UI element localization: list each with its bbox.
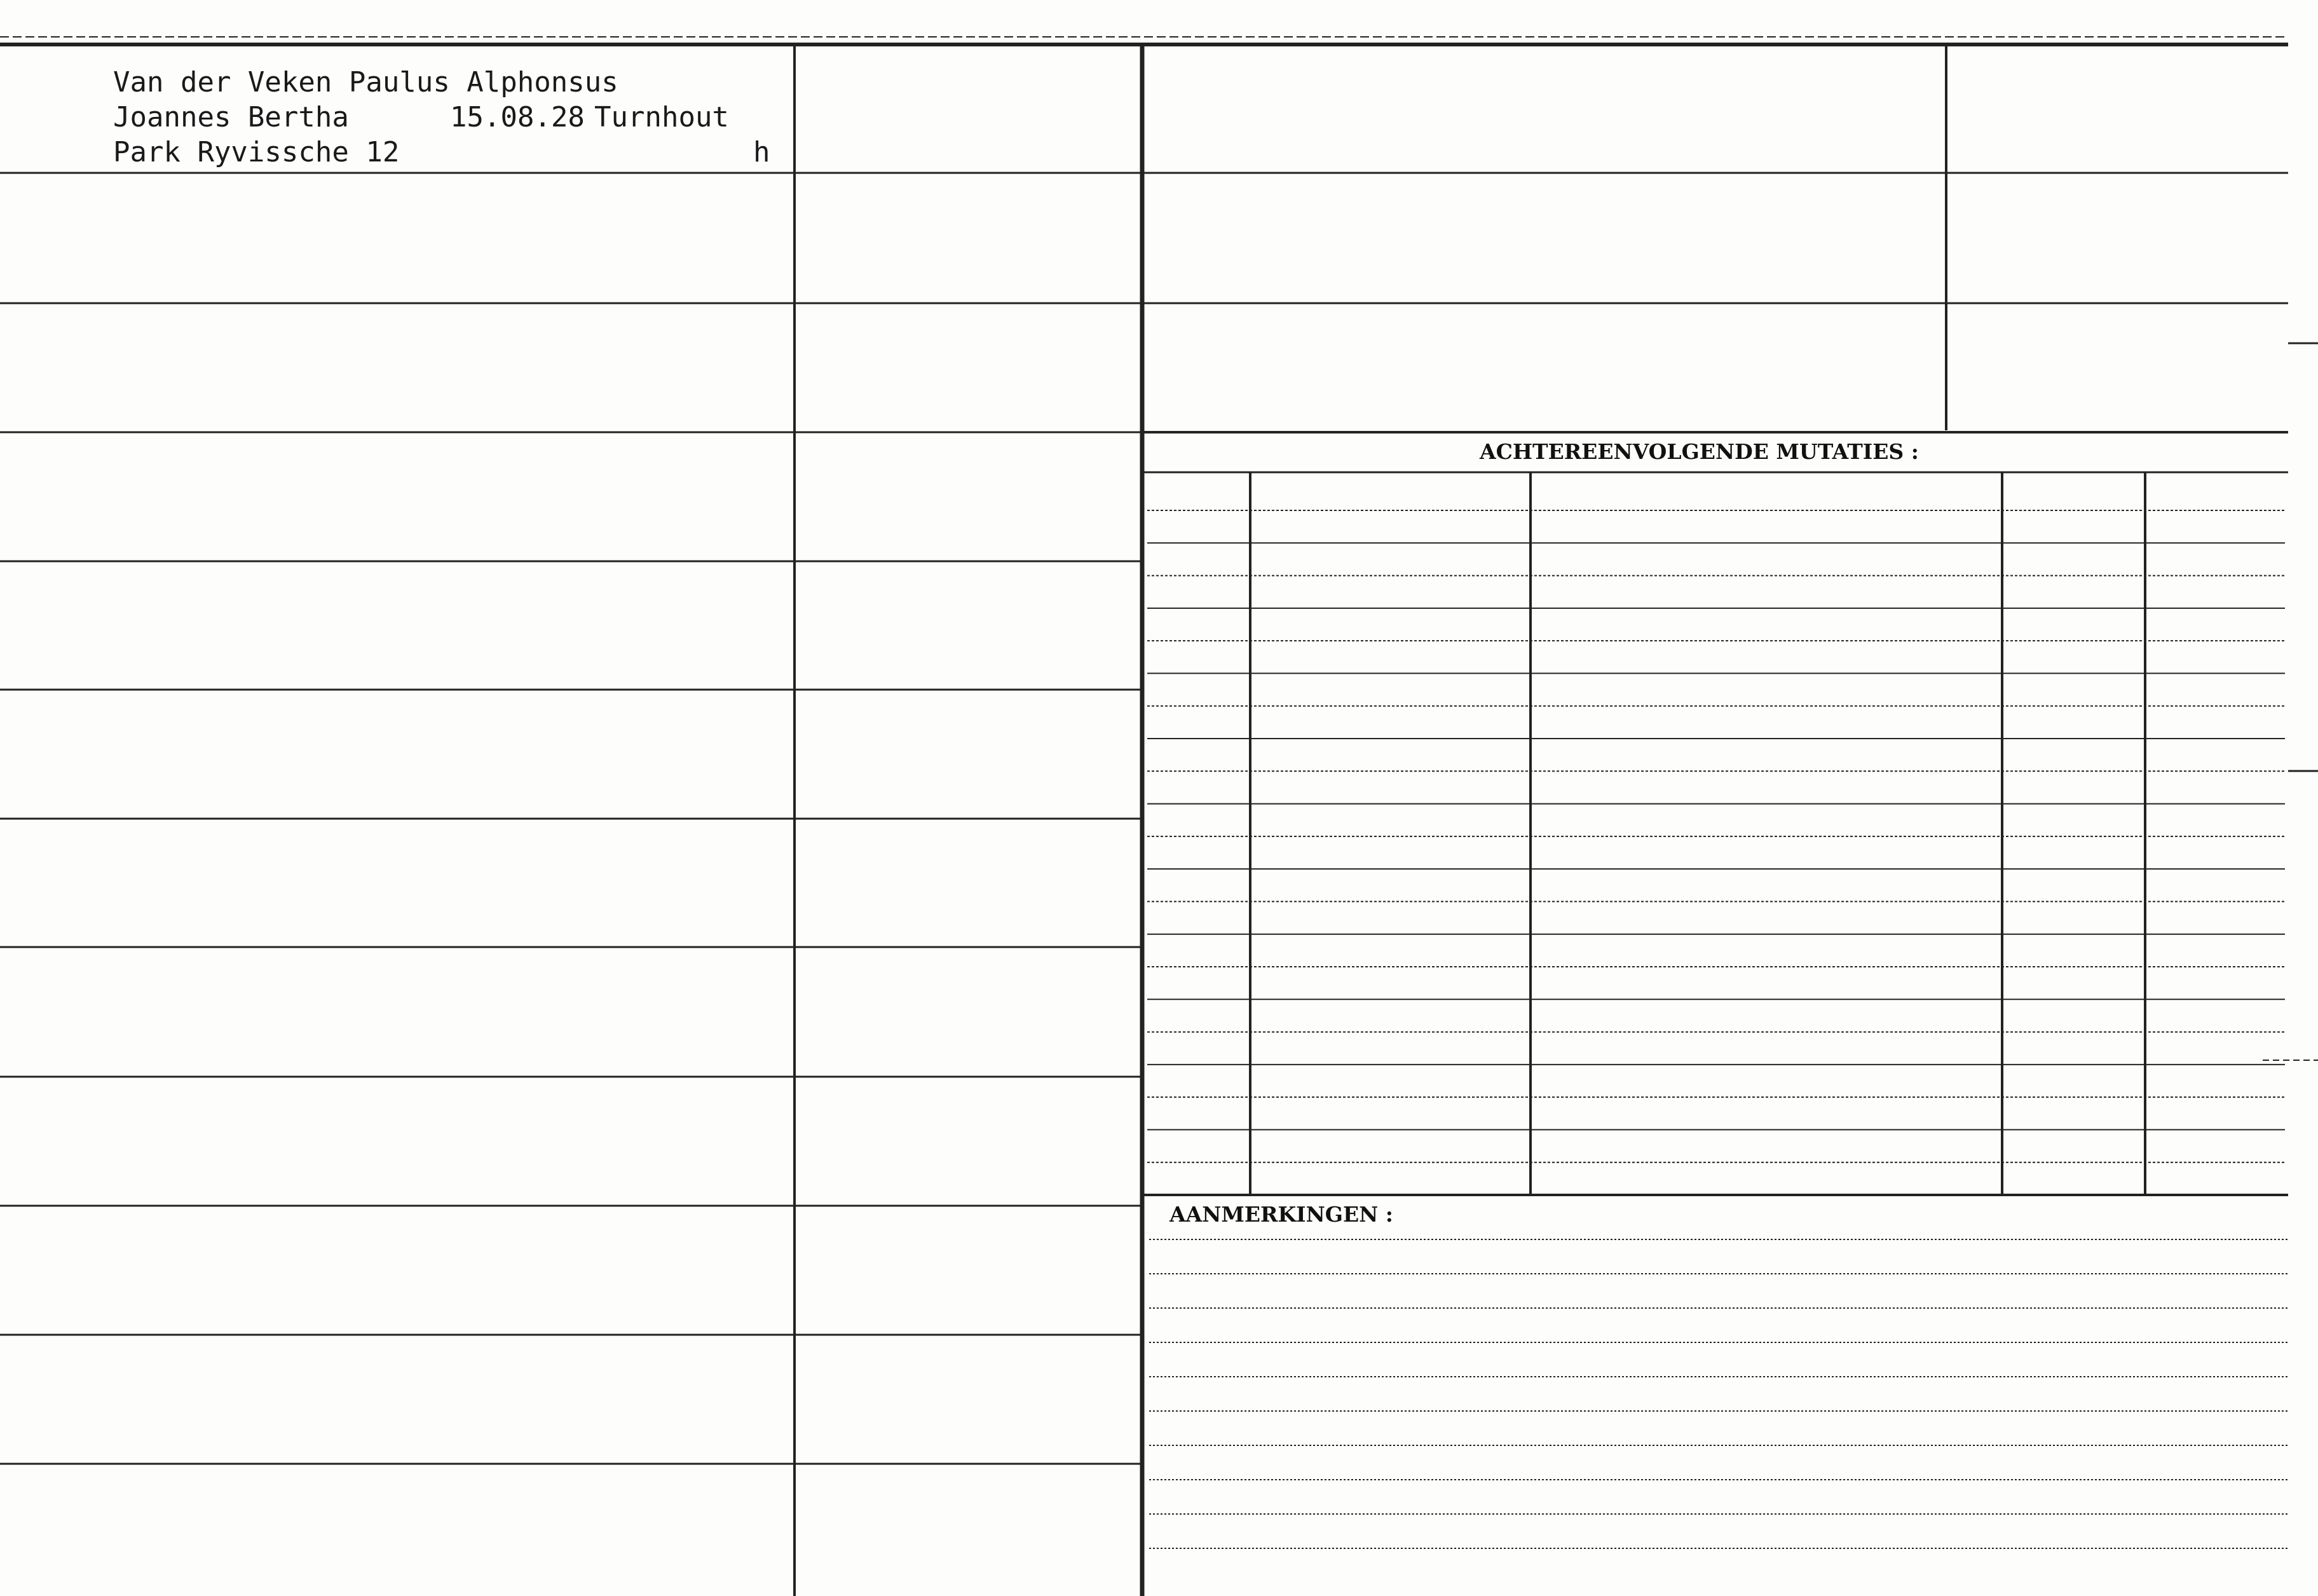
birth-place: Turnhout xyxy=(594,101,729,133)
remarks-heading: AANMERKINGEN : xyxy=(1169,1202,1393,1227)
name-line: Van der Veken Paulus Alphonsus xyxy=(113,66,618,99)
given-names: Joannes Bertha xyxy=(113,101,349,133)
birth-date: 15.08.28 xyxy=(450,101,585,133)
mutations-heading: ACHTEREENVOLGENDE MUTATIES : xyxy=(1480,439,1919,464)
gender-mark: h xyxy=(753,136,770,168)
address: Park Ryvissche 12 xyxy=(113,136,400,168)
